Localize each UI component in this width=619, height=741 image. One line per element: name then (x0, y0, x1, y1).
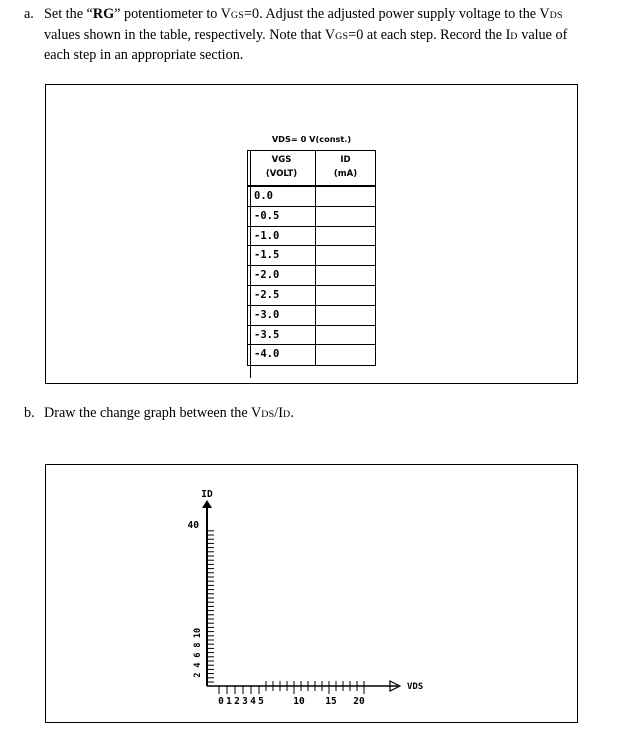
y-tick-label: 4 (193, 662, 203, 668)
id-cell[interactable] (316, 227, 375, 246)
id-cell[interactable] (316, 187, 375, 206)
section-b-paragraph (24, 404, 594, 424)
table-row: -3.0 (248, 306, 375, 326)
id-cell[interactable] (316, 345, 375, 365)
id-cell[interactable] (316, 246, 375, 265)
y-tick-label: 2 (193, 672, 203, 678)
table-row: -1.0 (248, 227, 375, 247)
table-row: -2.0 (248, 266, 375, 286)
table-row: -2.5 (248, 286, 375, 306)
graph-frame (45, 464, 578, 723)
y-tick-label: 6 (193, 652, 203, 658)
rg-bold: RG (92, 6, 115, 22)
id-cell[interactable] (316, 326, 375, 345)
col-vgs-header: VGS (VOLT) (248, 151, 316, 185)
table-row: -3.5 (248, 326, 375, 346)
section-a-label: a. (24, 6, 34, 22)
table-header-row (248, 151, 375, 187)
section-b-text: Draw the change graph between the VDS/ID. (44, 405, 294, 421)
x-tick-label: 15 (325, 696, 337, 707)
section-a-paragraph (24, 5, 594, 65)
x-tick-label: 3 (242, 696, 248, 707)
x-tick-label: 20 (353, 696, 365, 707)
x-tick-label: 5 (258, 696, 264, 707)
id-cell[interactable] (316, 286, 375, 305)
table-row: -4.0 (248, 345, 375, 365)
x-tick-label: 0 (218, 696, 224, 707)
id-cell[interactable] (316, 306, 375, 325)
x-tick-label: 2 (234, 696, 240, 707)
x-tick-label: 10 (293, 696, 305, 707)
table-row: -0.5 (248, 207, 375, 227)
table-row: 0.0 (248, 187, 375, 207)
id-cell[interactable] (316, 266, 375, 285)
y-axis-title: ID (201, 489, 213, 500)
y-tick-label: 10 (193, 627, 203, 639)
table-title: VDS= 0 V(const.) (271, 134, 352, 144)
id-cell[interactable] (316, 207, 375, 226)
col-id-header: ID (mA) (333, 155, 358, 179)
y-tick-label: 8 (193, 642, 203, 648)
table-row: -1.5 (248, 246, 375, 266)
section-b-label: b. (24, 405, 35, 421)
x-tick-label: 1 (226, 696, 232, 707)
x-tick-label: 4 (250, 696, 256, 707)
y-tick-label: 40 (187, 520, 199, 531)
x-axis-title: VDS (407, 682, 424, 692)
section-a-text: Set the “RG” potentiometer to VGS=0. Adjust the adjusted power supply voltage to the VDS values shown in the table, respectively. Note that VGS=0 at each step. Record the ID value of each step in an appropriate section. (44, 6, 568, 64)
table-grid (247, 150, 376, 366)
